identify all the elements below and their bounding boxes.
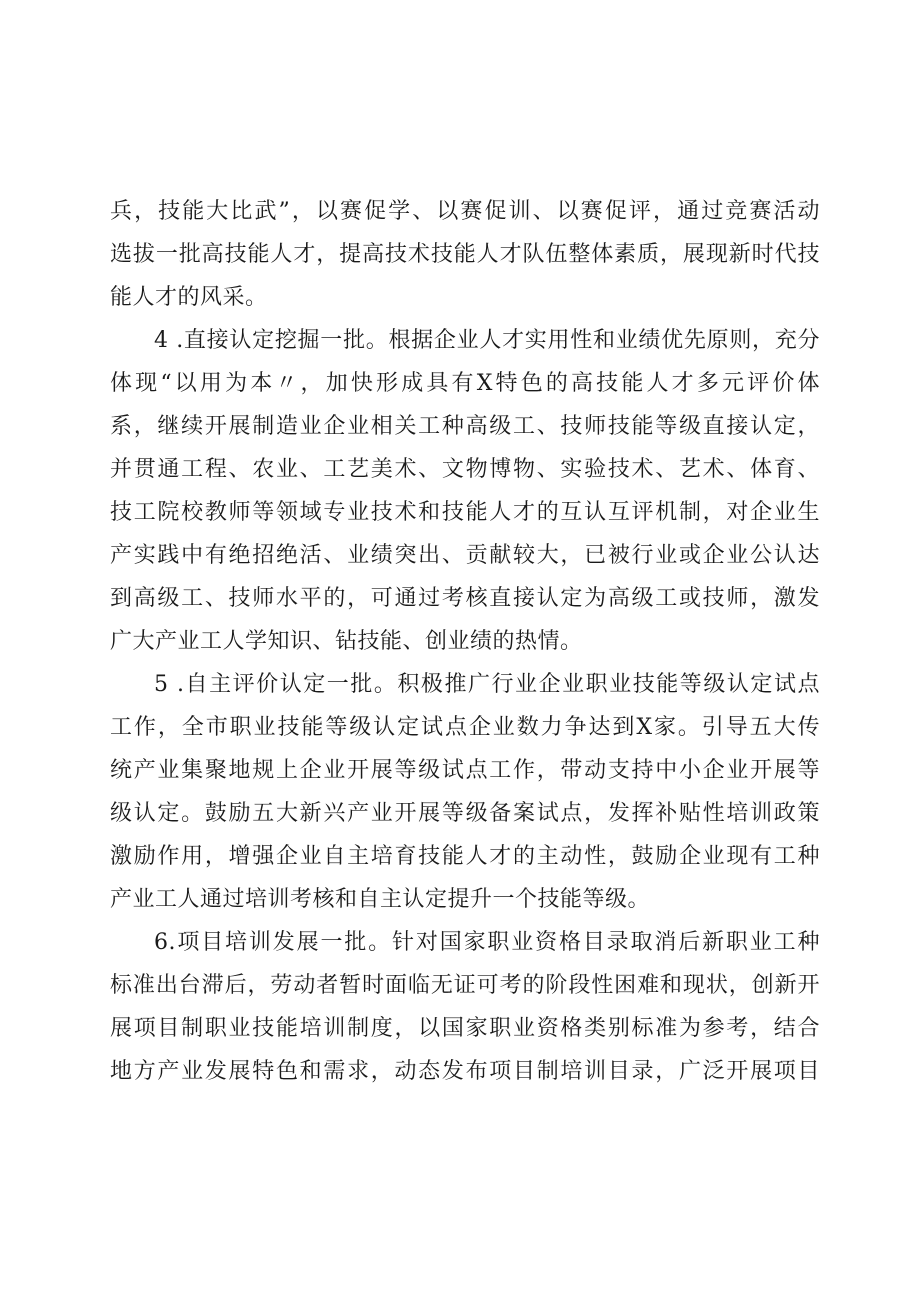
text-line: 产实践中有绝招绝活、业绩突出、贡献较大，已被行业或企业公认达 <box>110 543 820 568</box>
text-line: 能人才的风采。 <box>110 285 268 310</box>
text-line: 工作，全市职业技能等级认定试点企业数力争达到X家。引导五大传 <box>110 715 820 740</box>
text-line: 激励作用，增强企业自主培育技能人才的主动性，鼓励企业现有工种 <box>110 844 820 869</box>
text-line: 标准出台滞后，劳动者暂时面临无证可考的阶段性困难和现状，创新开 <box>110 973 820 998</box>
text-line: 展项目制职业技能培训制度，以国家职业资格类别标准为参考，结合 <box>110 1016 820 1041</box>
text-line: 技工院校教师等领域专业技术和技能人才的互认互评机制，对企业生 <box>110 500 820 525</box>
text-line: 到高级工、技师水平的，可通过考核直接认定为高级工或技师，激发 <box>110 586 820 611</box>
text-line: 系，继续开展制造业企业相关工种高级工、技师技能等级直接认定， <box>110 414 820 439</box>
text-line: 体现“以用为本〃，加快形成具有X特色的高技能人才多元评价体 <box>110 371 820 396</box>
paragraph-4-heading-line: 4 .直接认定挖掘一批。根据企业人才实用性和业绩优先原则，充分 <box>154 328 820 353</box>
text-line: 统产业集聚地规上企业开展等级试点工作，带动支持中小企业开展等 <box>110 758 820 783</box>
text-line: 并贯通工程、农业、工艺美术、文物博物、实验技术、艺术、体育、 <box>110 457 820 482</box>
text-line: 兵，技能大比武”，以赛促学、以赛促训、以赛促评，通过竞赛活动 <box>110 199 820 224</box>
text-line: 广大产业工人学知识、钻技能、创业绩的热情。 <box>110 629 583 654</box>
text-line: 地方产业发展特色和需求，动态发布项目制培训目录，广泛开展项目 <box>110 1059 820 1084</box>
text-line: 选拔一批高技能人才，提高技术技能人才队伍整体素质，展现新时代技 <box>110 242 820 267</box>
text-line: 产业工人通过培训考核和自主认定提升一个技能等级。 <box>110 887 651 912</box>
text-line: 级认定。鼓励五大新兴产业开展等级备案试点，发挥补贴性培训政策 <box>110 801 820 826</box>
document-body <box>110 190 820 1093</box>
paragraph-5-heading-line: 5 .自主评价认定一批。积极推广行业企业职业技能等级认定试点 <box>154 672 820 697</box>
paragraph-6-heading-line: 6.项目培训发展一批。针对国家职业资格目录取消后新职业工种 <box>154 930 820 955</box>
